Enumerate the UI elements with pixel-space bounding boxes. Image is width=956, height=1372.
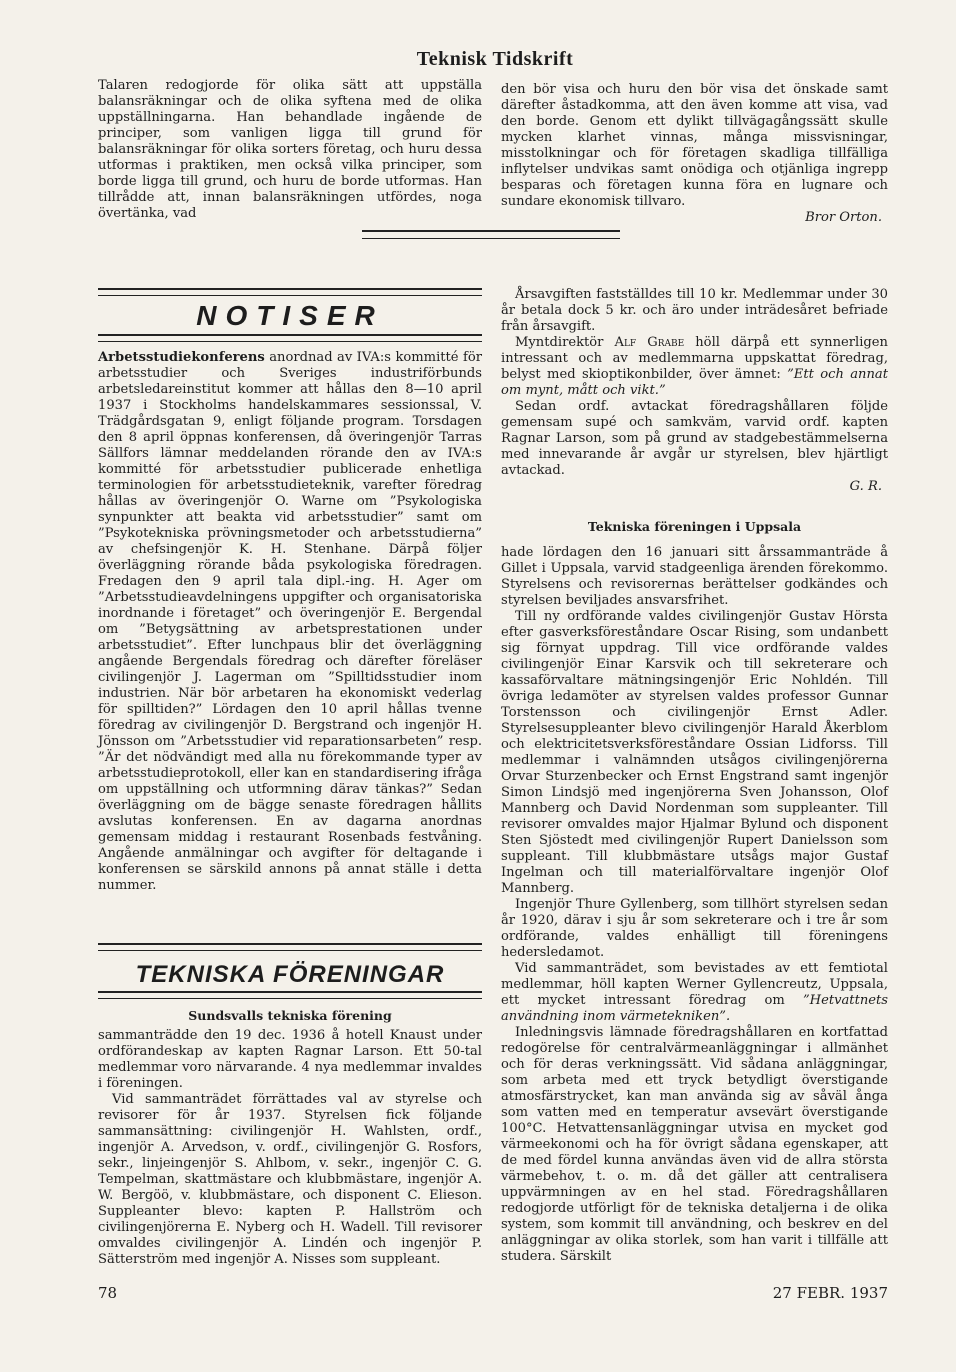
heading-rule-top <box>98 943 482 951</box>
sundsvall-p4-pre: Myntdirektör <box>515 335 604 350</box>
page-number: 78 <box>98 1284 118 1302</box>
sundsvall-p4 <box>501 335 888 399</box>
uppsala-p3: Ingenjör Thure Gyllenberg, som tillhört styrelsen sedan år 1920, därav i sju år som sekreterare och i tre år som ordförande, valdes enhälligt till föreningens hedersledamot. <box>501 897 888 960</box>
notiser-heading: NOTISER <box>196 300 384 331</box>
speaker-name: Alf Grabe <box>614 335 685 350</box>
sundsvall-p1: sammanträdde den 19 dec. 1936 å hotell Knaust under ordförandeskap av kapten Ragnar Larson. Ett 50-tal medlemmar voro närvarande. 4 nya medlemmar invaldes i föreningen. <box>98 1028 482 1091</box>
notiser-heading-block <box>98 288 482 342</box>
uppsala-title: Tekniska föreningen i Uppsala <box>587 519 802 534</box>
uppsala-p4 <box>501 961 888 1025</box>
right-column <box>501 287 888 1265</box>
continued-text-left: Talaren redogjorde för olika sätt att uppställa balansräkningar och de olika syftena med de olika uppställningarna. Han behandlade ingående de principer, som vanligen ligga till grund för balansräkningar för olika sorters företag, och huru dessa utformas i praktiken, men också vilka principer, som borde ligga till grund, och huru de borde utformas. Han tillrådde att, innan balansräkningen utfördes, noga övertänka, vad <box>98 78 482 221</box>
heading-rule-top <box>98 288 482 296</box>
sundsvall-title: Sundsvalls tekniska förening <box>188 1008 392 1023</box>
sundsvall-signature: G. R. <box>849 479 882 494</box>
sundsvall-p3: Årsavgiften fastställdes till 10 kr. Medlemmar under 30 år betala dock 5 kr. och äro under inträdesåret befriade från årsavgift. <box>501 287 888 334</box>
notiser-text: anordnad av IVA:s kommitté för arbetsstudier och Sveriges industriförbunds arbetsledareinstitut kommer att hållas den 8—10 april 1937 i Stockholms handelskammares sessionssal, V. Trädgårdsgatan 9, enligt följande program. Torsdagen den 8 april öppnas konferensen, då överingenjör Tarras Sällfors lämnar meddelanden rörande den av IVA:s kommitté för arbetsstudier publicerade enhetliga terminologien för arbetsstudieteknik, varefter föredrag hållas av överingenjör O. Warne om ”Psykologiska synpunkter att beakta vid arbetsstudier” samt om ”Psykotekniska prövningsmetoder och arbetsstudierna” av chefsingenjör K. H. Stenhane. Därpå följer överläggning rörande båda psykologiska föredragen. Fredagen den 9 april tala dipl.-ing. H. Ager om ”Arbetsstudieavdelningens uppgifter och organisatoriska inordnande i företaget” och överingenjör E. Bergendal om ”Betygsättning av arbetsprestationen under arbetsstudiet”. Efter lunchpaus blir det överläggning angående Bergendals föredrag och därefter föreläser civilingenjör J. Lagerman om ”Spilltidsstudier inom industrien. När bör arbetaren ha ekonomiskt vederlag för spilltiden?” Lördagen den 10 april hållas tvenne föredrag av civilingenjör D. Bergstrand och ingenjör H. Jönsson om ”Arbetsstudier vid reparationsarbeten” resp. ”Är det nödvändigt med alla nu förekommande typer av arbetsstudieprotokoll, eller kan en standardisering ifråga om uppställning och utformning därav tänkas?” Sedan överläggning om de bägge senaste föredragen hållits avslutas konferensen. En av dagarna anordnas gemensam middag i restaurant Rosenbads festvåning. Angående anmälningar och avgifter för deltagande i konferensen se särskild annons på annat ställe i detta nummer. <box>98 350 482 893</box>
continued-article-left <box>98 78 482 222</box>
uppsala-p5: Inledningsvis lämnade föredragshållaren en kortfattad redogörelse för centralvärmeanläggningar i allmänhet och för deras verkningssätt. Vid sådana anläggningar, som arbeta med ett tryck betydligt överstigande atmosfärstrycket, kan man använda sig av såväl ånga som vatten med en temperatur avsevärt överstigande 100°C. Hetvattensanläggningar utvisa en mycket god värmeekonomi och ha för övrigt sådana egenskaper, att de med fördel kunna användas även vid de allra största värmebehov, t. o. m. då det gäller att centralisera uppvärmningen av en hel stad. Föredragshållaren redogjorde utförligt för de tekniska detaljerna i de olika system, som kommit till användning, och beskrev en del anläggningar av olika storlek, som han varit i tillfälle att studera. Särskilt <box>501 1025 888 1264</box>
continued-article-right <box>501 82 888 226</box>
heading-rule-bottom <box>98 991 482 999</box>
issue-date: 27 FEBR. 1937 <box>772 1284 888 1302</box>
lecture-title: ”Ett och annat om mynt, mått och vikt.” <box>501 367 888 398</box>
heading-rule-bottom <box>98 334 482 342</box>
notiser-body <box>98 350 482 894</box>
sundsvall-p4-mid: höll därpå ett synnerligen intressant och av medlemmarna uppskattat föredrag, belyst med skioptikonbilder, över ämnet: <box>501 335 888 382</box>
uppsala-p1: hade lördagen den 16 januari sitt årssammanträde å Gillet i Uppsala, varvid stadgeenliga ärenden förekommo. Styrelsens och revisorernas berättelser godkändes och styrelsen beviljades ansvarsfrihet. <box>501 545 888 608</box>
uppsala-p4-pre: Vid sammanträdet, som bevistades av ett femtiotal medlemmar, höll kapten Werner Gyllencreutz, Uppsala, ett mycket intressant föredrag om <box>501 961 888 1008</box>
continued-text-right: den bör visa och huru den bör visa det önskade samt därefter åstadkomma, att den även komme att visa, vad den borde. Genom ett dylikt tillvägagångssätt skulle mycken klarhet vinnas, många missvisningar, misstolkningar och för företagen skadliga tillfälliga inflytelser undvikas samt onödiga och otjänliga ingrepp besparas och företagen kunna föra en lugnare och sundare ekonomisk tillvaro. <box>501 82 888 209</box>
uppsala-p2: Till ny ordförande valdes civilingenjör Gustav Hörsta efter gasverksföreståndare Oscar Rising, som undanbett sig förnyat uppdrag. Till vice ordförande valdes civilingenjör Einar Karsvik och till sekreterare och kassaförvaltare mätningsingenjör Eric Nohldén. Till övriga ledamöter av styrelsen valdes professor Gunnar Torstensson och civilingenjör Ernst Adler. Styrelsesuppleanter blevo civilingenjör Harald Åkerblom och elektricitetsverksföreståndare Ossian Lidforss. Till medlemmar i valnämnden utsågos civilingenjörerna Orvar Sturzenbecker och Ernst Engstrand samt ingenjör Simon Lindsjö med ingenjörerna Sven Johansson, Olof Mannberg och David Nordenman som suppleanter. Till revisorer omvaldes major Hjalmar Bylund och disponent Sten Sjöstedt med civilingenjör Rupert Danielsson som suppleant. Till klubbmästare utsågs major Gustaf Ingelman och till materialförvaltare ingenjör Olof Mannberg. <box>501 609 888 896</box>
sundsvall-p2: Vid sammanträdet förrättades val av styrelse och revisorer för år 1937. Styrelsen fick följande sammansättning: civilingenjör H. Wahlsten, ordf., ingenjör A. Arvedson, v. ordf., civilingenjör G. Rosfors, sekr., linjeingenjör S. Ahlbom, v. sekr., ingenjör C. G. Tempelman, skattmästare och klubbmästare, ingenjör A. W. Bergöö, v. klubbmästare, och disponent C. Elieson. Suppleanter blevo: kapten P. Hallström och civilingenjörerna E. Nyberg och H. Wadell. Till revisorer omvaldes civilingenjör A. Lindén och ingenjör P. Sätterström med ingenjör A. Nisses som suppleant. <box>98 1092 482 1267</box>
tekniska-heading: TEKNISKA FÖRENINGAR <box>135 961 445 988</box>
uppsala-lecture-title: ”Hetvattnets användning inom värmetekniken”. <box>501 993 888 1024</box>
notiser-paragraph <box>98 350 482 894</box>
sundsvall-p5: Sedan ordf. avtackat föredragshållaren följde gemensam supé och samkväm, varvid ordf. kapten Ragnar Larson, som på grund av stadgebestämmelserna med innevarande år avgår ur styrelsen, blev hjärtligt avtackad. <box>501 399 888 478</box>
notiser-lead: Arbetsstudiekonferens <box>98 350 265 365</box>
tekniska-heading-block <box>98 943 482 999</box>
masthead: Teknisk Tidskrift <box>416 48 574 70</box>
section-divider <box>362 230 620 239</box>
sundsvall-article <box>98 1008 482 1268</box>
article-signature: Bror Orton. <box>805 210 882 225</box>
